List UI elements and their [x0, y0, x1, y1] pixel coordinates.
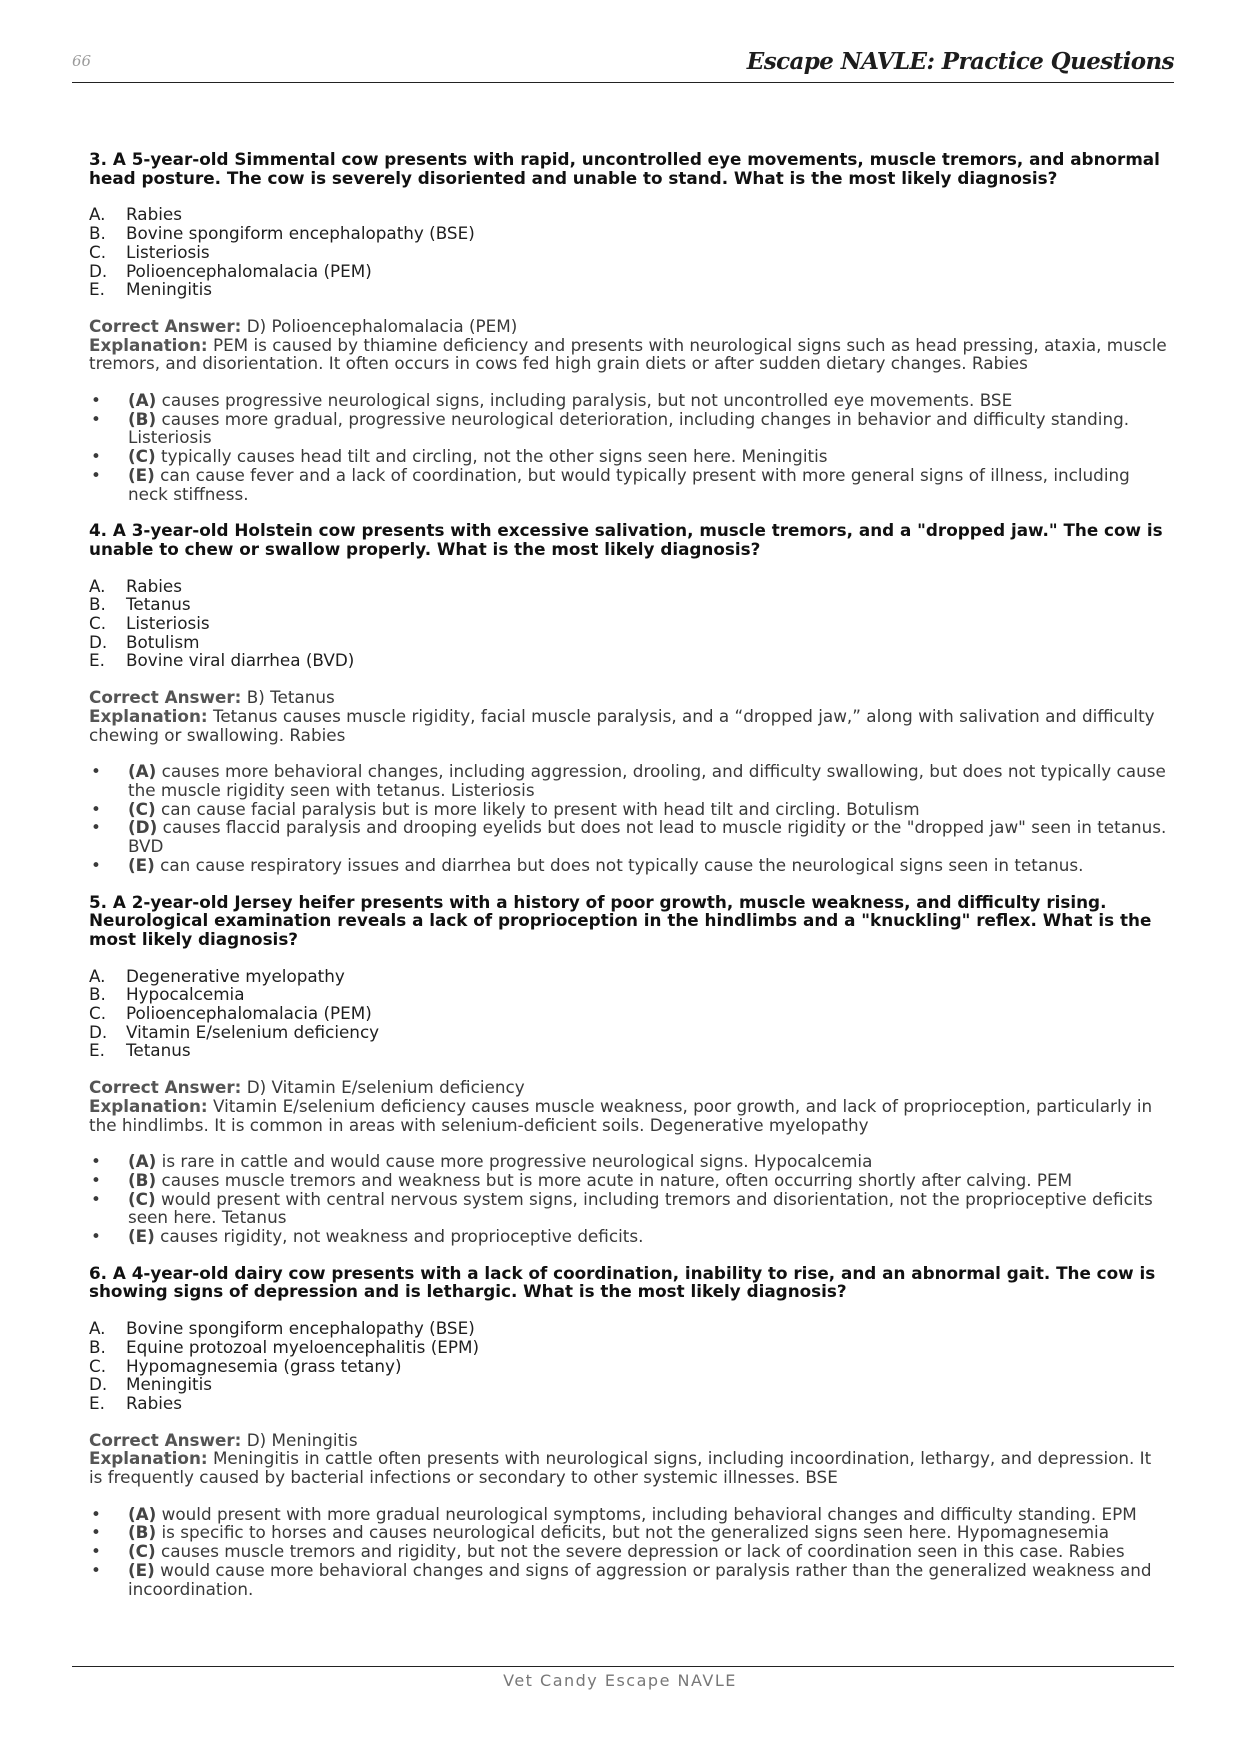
question-stem: 5. A 2-year-old Jersey heifer presents with a history of poor growth, muscle weakness, and difficulty rising. Neurological examination reveals a lack of proprioception in the hindlimbs and a "knuckling" reflex. What is the most likely diagnosis?	[89, 891, 1152, 949]
question-block	[89, 150, 1169, 503]
question-list	[89, 150, 1169, 1598]
option-text: Bovine spongiform encephalopathy (BSE)	[126, 223, 475, 244]
distractor-body	[128, 410, 1169, 447]
answer-option	[89, 633, 1169, 652]
correct-answer-label: Correct Answer:	[89, 1077, 242, 1098]
option-text: Meningitis	[126, 279, 213, 300]
explanation-label: Explanation:	[89, 334, 208, 355]
answer-option	[89, 1357, 1169, 1376]
distractor-letter: (A)	[128, 1503, 157, 1524]
option-letter: C.	[89, 1003, 107, 1024]
distractor-item	[89, 1227, 1169, 1246]
distractor-letter: (C)	[128, 446, 156, 467]
distractor-letter: (A)	[128, 761, 157, 782]
explanation	[89, 1449, 1169, 1486]
explanation-label: Explanation:	[89, 705, 208, 726]
distractor-body	[128, 391, 1012, 410]
distractor-item	[89, 1190, 1169, 1227]
answer-option	[89, 1319, 1169, 1338]
correct-answer	[89, 1431, 1169, 1450]
answer-option	[89, 1004, 1169, 1023]
bullet-icon: •	[91, 1226, 101, 1247]
distractor-text: would cause more behavioral changes and signs of aggression or paralysis rather than the generalized weakness and incoordination.	[128, 1559, 1152, 1599]
answer-option	[89, 985, 1169, 1004]
distractor-text: causes flaccid paralysis and drooping eyelids but does not lead to muscle rigidity or the "dropped jaw" seen in tetanus. BVD	[128, 817, 1167, 857]
correct-answer-label: Correct Answer:	[89, 315, 242, 336]
option-text: Hypomagnesemia (grass tetany)	[126, 1355, 402, 1376]
distractor-text: typically causes head tilt and circling, not the other signs seen here. Meningitis	[161, 446, 828, 467]
distractor-letter: (B)	[128, 1522, 157, 1543]
correct-answer-value: B) Tetanus	[246, 687, 335, 708]
option-text: Listeriosis	[126, 613, 210, 634]
distractor-list	[89, 762, 1169, 874]
explanation-text: Vitamin E/selenium deficiency causes muscle weakness, poor growth, and lack of proprioception, particularly in the hindlimbs. It is common in areas with selenium-deficient soils. Degenerative myelopathy	[89, 1095, 1153, 1135]
answer-option	[89, 1023, 1169, 1042]
option-letter: A.	[89, 204, 106, 225]
answer-option	[89, 224, 1169, 243]
distractor-letter: (A)	[128, 1151, 157, 1172]
question-stem: 6. A 4-year-old dairy cow presents with a lack of coordination, inability to rise, and an abnormal gait. The cow is showing signs of depression and is lethargic. What is the most likely diagnosis?	[89, 1262, 1156, 1302]
distractor-item	[89, 818, 1169, 855]
correct-answer	[89, 1078, 1169, 1097]
answer-option	[89, 205, 1169, 224]
distractor-letter: (E)	[128, 1226, 155, 1247]
distractor-letter: (C)	[128, 1541, 156, 1562]
distractor-item	[89, 410, 1169, 447]
distractor-body	[128, 1523, 1109, 1542]
option-text: Bovine viral diarrhea (BVD)	[126, 650, 355, 671]
distractor-list	[89, 1505, 1169, 1599]
distractor-list	[89, 391, 1169, 503]
answer-option	[89, 262, 1169, 281]
option-text: Polioencephalomalacia (PEM)	[126, 260, 372, 281]
option-text: Botulism	[126, 631, 200, 652]
distractor-body	[128, 447, 827, 466]
bullet-icon: •	[91, 446, 101, 467]
option-letter: B.	[89, 594, 106, 615]
distractor-item	[89, 1152, 1169, 1171]
distractor-body	[128, 1190, 1169, 1227]
distractor-letter: (C)	[128, 1188, 156, 1209]
distractor-text: causes muscle tremors and rigidity, but not the severe depression or lack of coordination seen in this case. Rabies	[161, 1541, 1125, 1562]
bullet-icon: •	[91, 1151, 101, 1172]
explanation	[89, 707, 1169, 744]
answer-options	[89, 1319, 1169, 1413]
distractor-item	[89, 466, 1169, 503]
distractor-item	[89, 856, 1169, 875]
option-letter: E.	[89, 1040, 105, 1061]
distractor-item	[89, 391, 1169, 410]
distractor-text: can cause fever and a lack of coordination, but would typically present with more general signs of illness, including neck stiffness.	[128, 464, 1130, 504]
option-text: Rabies	[126, 204, 182, 225]
distractor-text: causes more behavioral changes, including aggression, drooling, and difficulty swallowing, but does not typically cause the muscle rigidity seen with tetanus. Listeriosis	[128, 761, 1166, 800]
page-number: 66	[72, 52, 92, 70]
correct-answer-value: D) Polioencephalomalacia (PEM)	[246, 315, 518, 336]
option-letter: C.	[89, 1355, 107, 1376]
distractor-item	[89, 762, 1169, 799]
option-text: Meningitis	[126, 1374, 213, 1395]
distractor-body	[128, 818, 1169, 855]
distractor-text: is specific to horses and causes neurological deficits, but not the generalized signs seen here. Hypomagnesemia	[161, 1522, 1110, 1543]
correct-answer-value: D) Vitamin E/selenium deficiency	[246, 1077, 525, 1098]
distractor-text: causes more gradual, progressive neurological deterioration, including changes in behavior and difficulty standing. Listeriosis	[128, 408, 1130, 448]
distractor-text: can cause respiratory issues and diarrhea but does not typically cause the neurological signs seen in tetanus.	[160, 854, 1084, 875]
answer-option	[89, 651, 1169, 670]
option-text: Rabies	[126, 575, 182, 596]
option-letter: E.	[89, 650, 105, 671]
bullet-icon: •	[91, 464, 101, 485]
option-text: Bovine spongiform encephalopathy (BSE)	[126, 1318, 475, 1339]
correct-answer-label: Correct Answer:	[89, 687, 242, 708]
distractor-letter: (E)	[128, 464, 155, 485]
option-text: Equine protozoal myeloencephalitis (EPM)	[126, 1336, 480, 1357]
answer-option	[89, 280, 1169, 299]
question-stem: 3. A 5-year-old Simmental cow presents with rapid, uncontrolled eye movements, muscle tremors, and abnormal head posture. The cow is severely disoriented and unable to stand. What is the most likely diagnosis?	[89, 149, 1160, 188]
distractor-text: is rare in cattle and would cause more progressive neurological signs. Hypocalcemia	[161, 1151, 873, 1172]
footer-divider	[72, 1666, 1174, 1667]
distractor-letter: (E)	[128, 854, 155, 875]
option-letter: E.	[89, 1392, 105, 1413]
distractor-body	[128, 1561, 1169, 1598]
distractor-body	[128, 1171, 1072, 1190]
distractor-body	[128, 856, 1083, 875]
answer-option	[89, 1041, 1169, 1060]
explanation-label: Explanation:	[89, 1448, 208, 1469]
option-letter: B.	[89, 223, 106, 244]
option-text: Rabies	[126, 1392, 182, 1413]
bullet-icon: •	[91, 390, 101, 411]
correct-answer-value: D) Meningitis	[246, 1429, 358, 1450]
distractor-body	[128, 1152, 872, 1171]
bullet-icon: •	[91, 1522, 101, 1543]
answer-option	[89, 614, 1169, 633]
distractor-item	[89, 800, 1169, 819]
distractor-text: would present with central nervous system signs, including tremors and disorientation, not the proprioceptive deficits seen here. Tetanus	[128, 1188, 1153, 1228]
distractor-item	[89, 1171, 1169, 1190]
option-letter: A.	[89, 965, 106, 986]
distractor-letter: (E)	[128, 1559, 155, 1580]
option-text: Tetanus	[126, 594, 191, 615]
running-title: Escape NAVLE: Practice Questions	[746, 48, 1174, 75]
distractor-item	[89, 1505, 1169, 1524]
distractor-letter: (B)	[128, 1169, 157, 1190]
distractor-text: causes progressive neurological signs, including paralysis, but not uncontrolled eye movements. BSE	[161, 390, 1013, 411]
answer-option	[89, 967, 1169, 986]
question-block	[89, 521, 1169, 874]
answer-options	[89, 577, 1169, 671]
option-letter: A.	[89, 1318, 106, 1339]
footer-text: Vet Candy Escape NAVLE	[503, 1671, 737, 1690]
correct-answer	[89, 317, 1169, 336]
option-text: Polioencephalomalacia (PEM)	[126, 1003, 372, 1024]
correct-answer-label: Correct Answer:	[89, 1429, 242, 1450]
bullet-icon: •	[91, 798, 101, 819]
question-stem: 4. A 3-year-old Holstein cow presents with excessive salivation, muscle tremors, and a "dropped jaw." The cow is unable to chew or swallow properly. What is the most likely diagnosis?	[89, 520, 1163, 559]
option-letter: D.	[89, 1021, 108, 1042]
distractor-text: can cause facial paralysis but is more likely to present with head tilt and circling. Botulism	[161, 798, 920, 819]
distractor-item	[89, 447, 1169, 466]
explanation-text: PEM is caused by thiamine deficiency and presents with neurological signs such as head pressing, ataxia, muscle tremors, and disorientation. It often occurs in cows fed high grain diets or after sudden dietary changes. Rabies	[89, 334, 1167, 374]
answer-option	[89, 1394, 1169, 1413]
distractor-body	[128, 1227, 643, 1246]
distractor-letter: (C)	[128, 798, 156, 819]
option-text: Tetanus	[126, 1040, 191, 1061]
distractor-text: causes muscle tremors and weakness but is more acute in nature, often occurring shortly after calving. PEM	[161, 1169, 1073, 1190]
distractor-text: causes rigidity, not weakness and proprioceptive deficits.	[160, 1226, 644, 1247]
option-letter: C.	[89, 241, 107, 262]
option-letter: E.	[89, 279, 105, 300]
distractor-list	[89, 1152, 1169, 1246]
answer-options	[89, 967, 1169, 1061]
explanation	[89, 336, 1169, 373]
distractor-letter: (D)	[128, 817, 158, 838]
option-text: Hypocalcemia	[126, 984, 245, 1005]
bullet-icon: •	[91, 1503, 101, 1524]
distractor-letter: (B)	[128, 408, 157, 429]
answer-option	[89, 1338, 1169, 1357]
answer-option	[89, 1375, 1169, 1394]
bullet-icon: •	[91, 817, 101, 838]
answer-option	[89, 243, 1169, 262]
option-letter: A.	[89, 575, 106, 596]
answer-option	[89, 577, 1169, 596]
distractor-body	[128, 466, 1169, 503]
bullet-icon: •	[91, 1541, 101, 1562]
answer-options	[89, 205, 1169, 299]
option-letter: C.	[89, 613, 107, 634]
distractor-text: would present with more gradual neurological symptoms, including behavioral changes and difficulty standing. EPM	[161, 1503, 1137, 1524]
bullet-icon: •	[91, 1169, 101, 1190]
option-letter: D.	[89, 1374, 108, 1395]
distractor-body	[128, 1505, 1137, 1524]
bullet-icon: •	[91, 854, 101, 875]
option-text: Degenerative myelopathy	[126, 965, 345, 986]
header-divider	[72, 82, 1174, 83]
bullet-icon: •	[91, 761, 101, 782]
explanation-label: Explanation:	[89, 1095, 208, 1116]
explanation-text: Tetanus causes muscle rigidity, facial muscle paralysis, and a “dropped jaw,” along with salivation and difficulty chewing or swallowing. Rabies	[89, 705, 1155, 745]
question-block	[89, 1264, 1169, 1599]
distractor-body	[128, 800, 920, 819]
bullet-icon: •	[91, 408, 101, 429]
option-letter: D.	[89, 260, 108, 281]
option-text: Vitamin E/selenium deficiency	[126, 1021, 380, 1042]
bullet-icon: •	[91, 1559, 101, 1580]
option-letter: B.	[89, 984, 106, 1005]
option-text: Listeriosis	[126, 241, 210, 262]
explanation	[89, 1097, 1169, 1134]
distractor-item	[89, 1561, 1169, 1598]
explanation-text: Meningitis in cattle often presents with neurological signs, including incoordination, lethargy, and depression. It is frequently caused by bacterial infections or secondary to other systemic illnesses. BSE	[89, 1448, 1152, 1488]
bullet-icon: •	[91, 1188, 101, 1209]
distractor-body	[128, 1542, 1125, 1561]
option-letter: B.	[89, 1336, 106, 1357]
answer-option	[89, 595, 1169, 614]
correct-answer	[89, 688, 1169, 707]
distractor-letter: (A)	[128, 390, 157, 411]
distractor-item	[89, 1523, 1169, 1542]
distractor-body	[128, 762, 1169, 799]
option-letter: D.	[89, 631, 108, 652]
distractor-item	[89, 1542, 1169, 1561]
question-block	[89, 893, 1169, 1246]
